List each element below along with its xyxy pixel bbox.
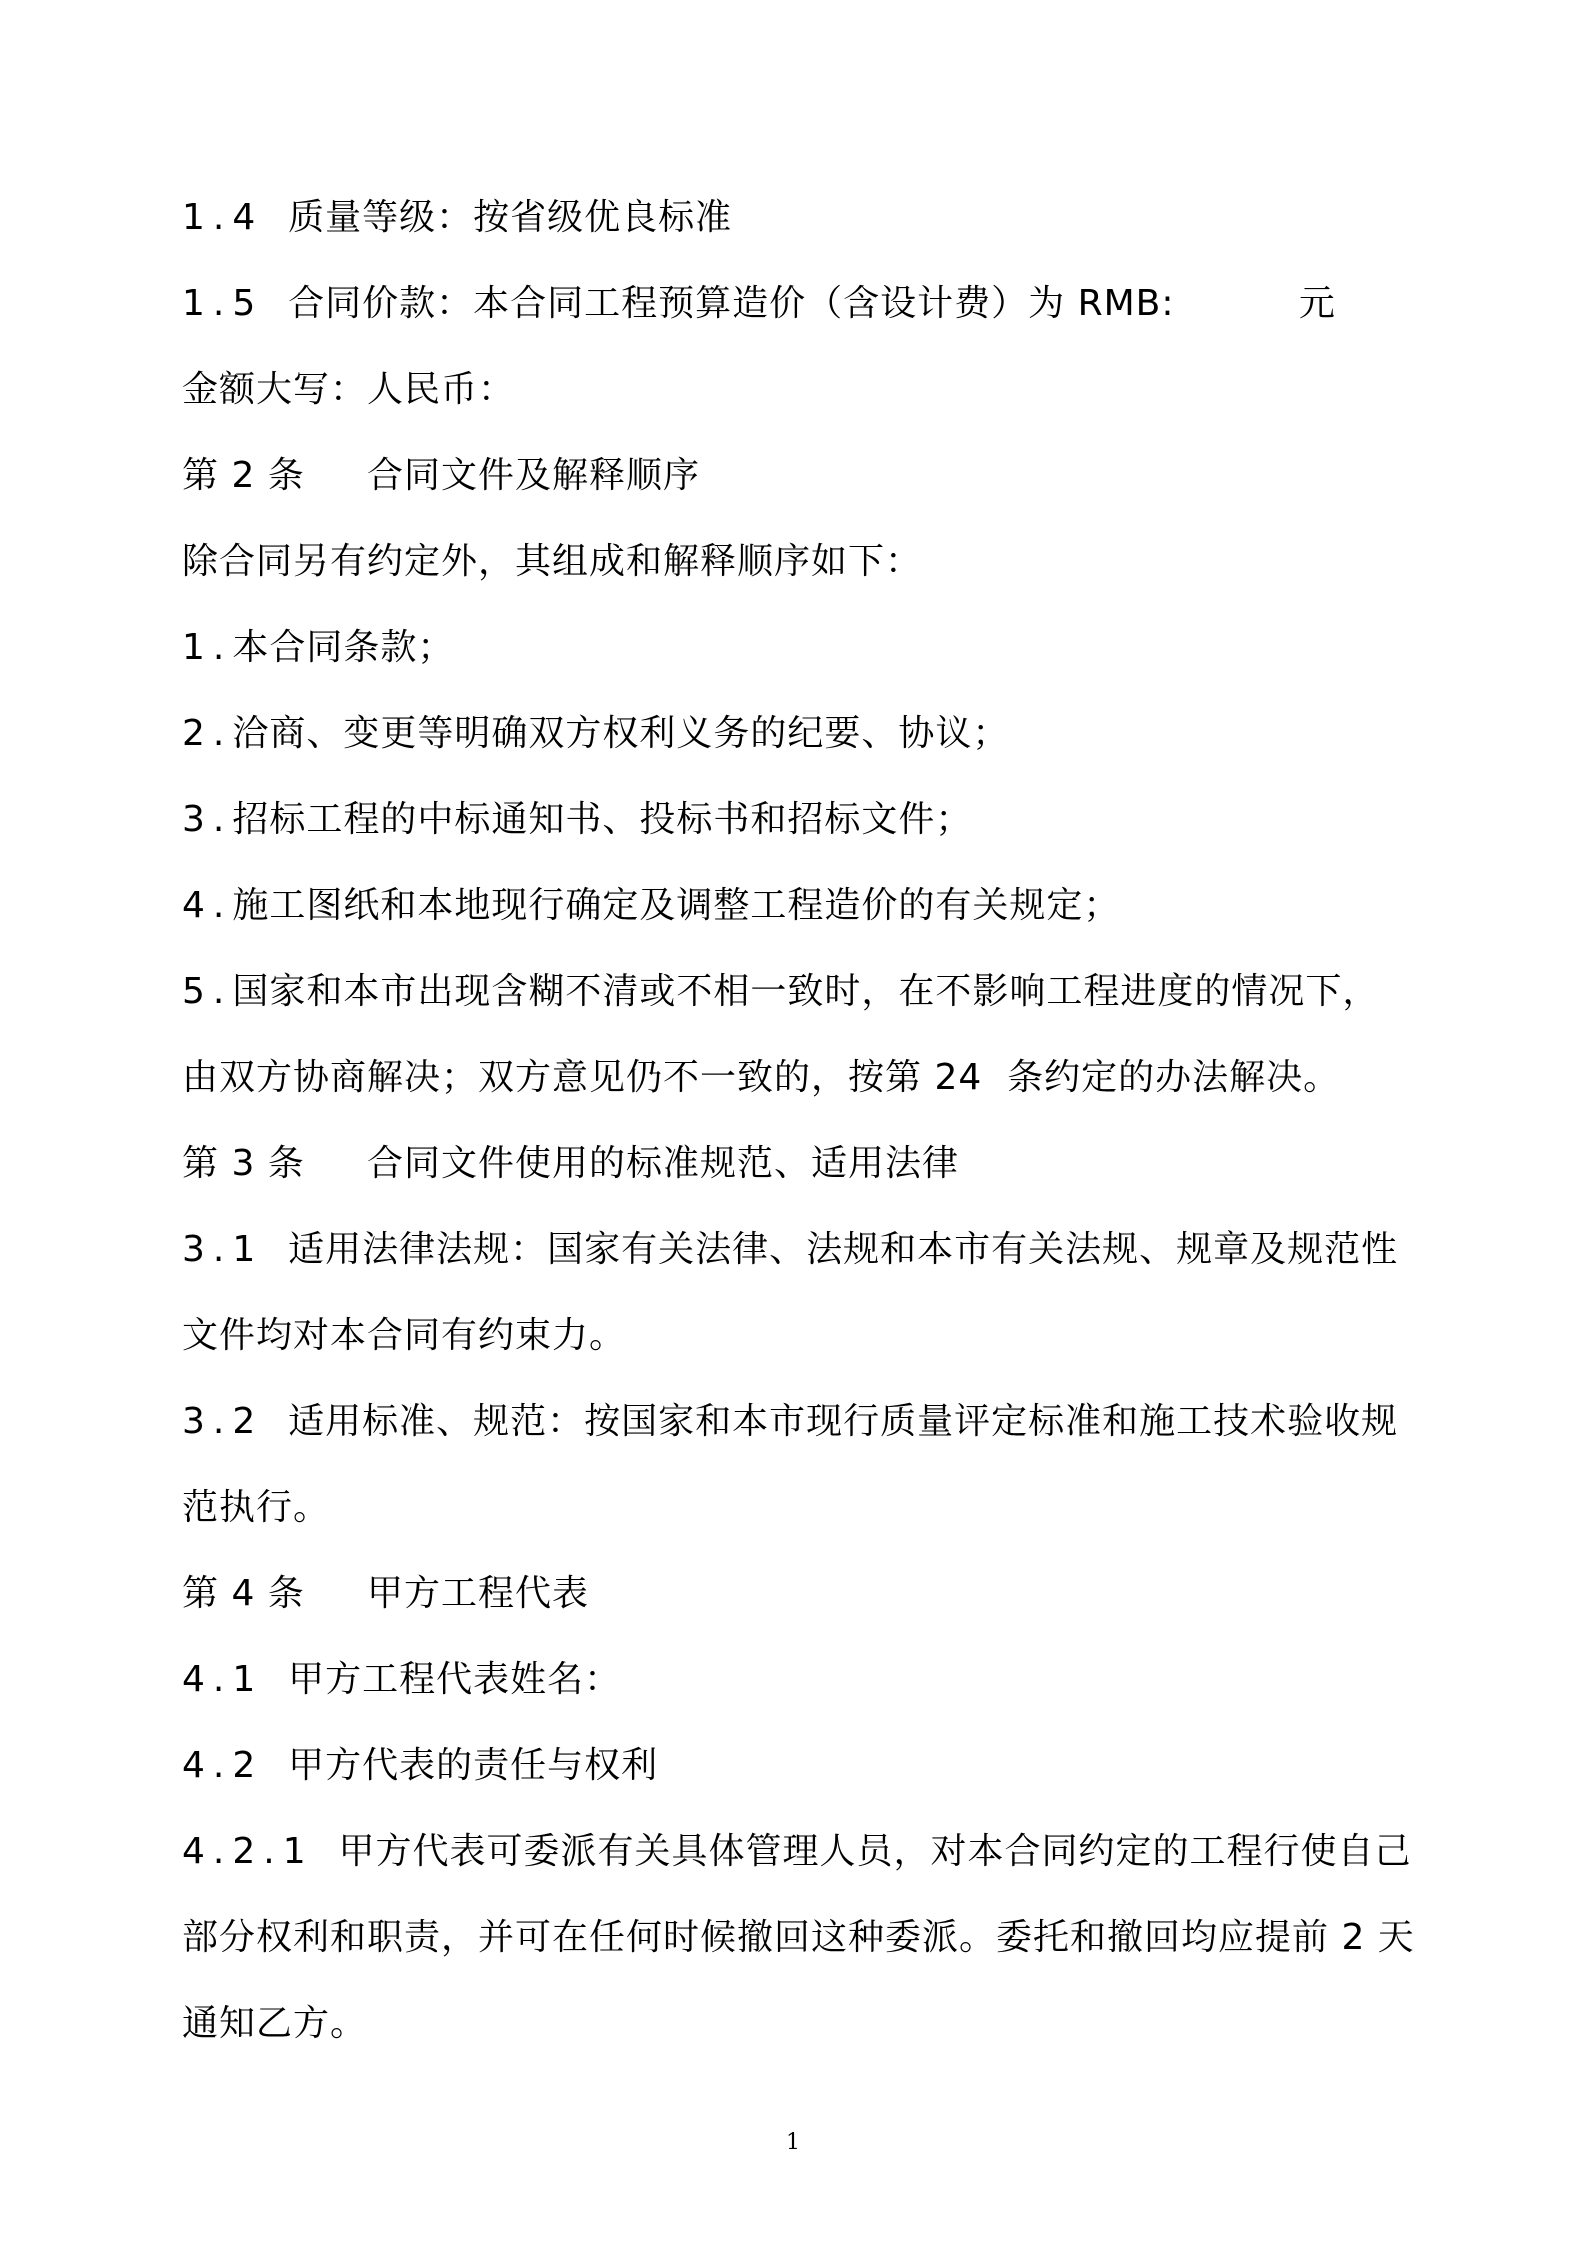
clause-text: 甲方工程代表姓名： bbox=[263, 1659, 622, 1700]
clause-text: 甲方代表可委派有关具体管理人员，对本合同约定的工程行使自己 bbox=[313, 1831, 1412, 1872]
article-4-heading bbox=[182, 1572, 589, 1616]
clause-1-4 bbox=[182, 196, 732, 240]
article-3-heading bbox=[182, 1142, 959, 1186]
list-item-1 bbox=[182, 626, 454, 670]
article-2-heading bbox=[182, 454, 700, 498]
list-text: 本合同条款； bbox=[232, 627, 455, 668]
clause-text: 适用法律法规：国家有关法律、法规和本市有关法规、规章及规范性 bbox=[263, 1229, 1399, 1270]
list-number: 5. bbox=[182, 971, 233, 1012]
clause-text: 文件均对本合同有约束力。 bbox=[182, 1315, 627, 1356]
clause-1-5 bbox=[182, 282, 1336, 326]
list-item-2 bbox=[182, 712, 1009, 756]
clause-4-2-1-end bbox=[182, 2002, 367, 2046]
article-2-intro bbox=[182, 540, 922, 584]
clause-number: 1.5 bbox=[182, 283, 264, 324]
clause-4-2 bbox=[182, 1744, 658, 1788]
clause-text: 部分权利和职责，并可在任何时候撤回这种委派。委托和撤回均应提前 2 天 bbox=[182, 1917, 1415, 1958]
clause-number: 4.2 bbox=[182, 1745, 264, 1786]
amount-in-words bbox=[182, 368, 515, 412]
clause-text: 合同价款：本合同工程预算造价（含设计费）为 RMB: 元 bbox=[263, 283, 1336, 324]
clause-3-2-continued bbox=[182, 1486, 330, 1530]
clause-text: 第 3 条 合同文件使用的标准规范、适用法律 bbox=[182, 1143, 960, 1184]
clause-4-2-1 bbox=[182, 1830, 1412, 1874]
clause-text: 金额大写：人民币： bbox=[182, 369, 516, 410]
clause-number: 4.1 bbox=[182, 1659, 264, 1700]
clause-text: 第 4 条 甲方工程代表 bbox=[182, 1573, 590, 1614]
clause-text: 范执行。 bbox=[182, 1487, 331, 1528]
list-text: 由双方协商解决；双方意见仍不一致的，按第 24 条约定的办法解决。 bbox=[182, 1057, 1341, 1098]
clause-3-2 bbox=[182, 1400, 1398, 1444]
clause-number: 3.1 bbox=[182, 1229, 264, 1270]
clause-text: 质量等级：按省级优良标准 bbox=[263, 197, 733, 238]
page-number: 1 bbox=[786, 2130, 800, 2155]
list-item-5 bbox=[182, 970, 1379, 1014]
list-number: 3. bbox=[182, 799, 233, 840]
clause-text: 甲方代表的责任与权利 bbox=[263, 1745, 659, 1786]
clause-text: 第 2 条 合同文件及解释顺序 bbox=[182, 455, 701, 496]
list-item-3 bbox=[182, 798, 972, 842]
clause-4-2-1-continued bbox=[182, 1916, 1415, 1960]
list-number: 1. bbox=[182, 627, 233, 668]
list-number: 4. bbox=[182, 885, 233, 926]
list-number: 2. bbox=[182, 713, 233, 754]
list-item-5-continued bbox=[182, 1056, 1340, 1100]
clause-number: 4.2.1 bbox=[182, 1831, 314, 1872]
clause-text: 适用标准、规范：按国家和本市现行质量评定标准和施工技术验收规 bbox=[263, 1401, 1399, 1442]
list-item-4 bbox=[182, 884, 1120, 928]
list-text: 招标工程的中标通知书、投标书和招标文件； bbox=[232, 799, 973, 840]
clause-text: 通知乙方。 bbox=[182, 2003, 368, 2044]
clause-number: 3.2 bbox=[182, 1401, 264, 1442]
list-text: 洽商、变更等明确双方权利义务的纪要、协议； bbox=[232, 713, 1010, 754]
list-text: 施工图纸和本地现行确定及调整工程造价的有关规定； bbox=[232, 885, 1121, 926]
list-text: 国家和本市出现含糊不清或不相一致时，在不影响工程进度的情况下， bbox=[232, 971, 1380, 1012]
clause-number: 1.4 bbox=[182, 197, 264, 238]
clause-3-1 bbox=[182, 1228, 1398, 1272]
clause-text: 除合同另有约定外，其组成和解释顺序如下： bbox=[182, 541, 923, 582]
clause-4-1 bbox=[182, 1658, 621, 1702]
clause-3-1-continued bbox=[182, 1314, 626, 1358]
